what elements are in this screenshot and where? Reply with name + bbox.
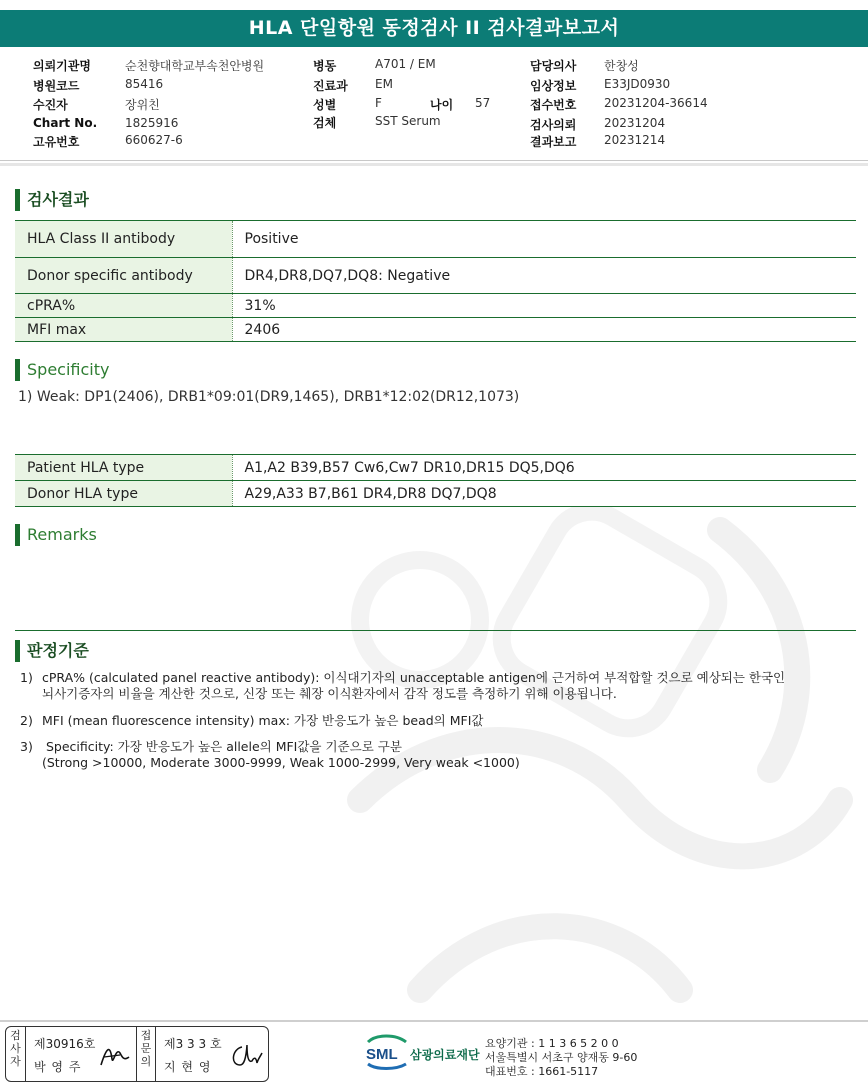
label-result-report: 결과보고 — [530, 135, 577, 149]
criteria-section-title: 판정기준 — [15, 640, 89, 662]
hla-key: Patient HLA type — [15, 455, 232, 481]
table-row — [15, 221, 856, 258]
value-test-request: 20231204 — [604, 116, 666, 130]
table-row — [15, 258, 856, 294]
criteria-text-cont: (Strong >10000, Moderate 3000-9999, Weak 1000-2999, Very weak <1000) — [42, 755, 520, 770]
value-hospital-code: 85416 — [125, 77, 164, 91]
label-physician: 담당의사 — [530, 59, 577, 73]
signature-box — [5, 1026, 269, 1082]
result-key: MFI max — [15, 318, 232, 342]
value-age: 57 — [475, 96, 491, 110]
criteria-text: Specificity: 가장 반응도가 높은 allele의 MFI값을 기준으로 구분 — [42, 739, 402, 754]
label-department: 진료과 — [313, 79, 348, 93]
reviewer-license: 제3 3 3 호 — [164, 1037, 222, 1051]
criteria-item-1 — [20, 670, 785, 702]
hla-value: A1,A2 B39,B57 Cw6,Cw7 DR10,DR15 DQ5,DQ6 — [232, 455, 856, 481]
result-value: 31% — [232, 294, 856, 318]
org-address: 서울특별시 서초구 양재동 9-60 — [485, 1051, 638, 1064]
table-row — [15, 294, 856, 318]
label-receipt-no: 접수번호 — [530, 98, 577, 112]
inspector-name: 박 영 주 — [34, 1060, 82, 1074]
result-key: cPRA% — [15, 294, 232, 318]
result-value: 2406 — [232, 318, 856, 342]
table-row — [15, 318, 856, 342]
hla-value: A29,A33 B7,B61 DR4,DR8 DQ7,DQ8 — [232, 481, 856, 507]
label-test-request: 검사의뢰 — [530, 118, 577, 132]
label-unique-id: 고유번호 — [33, 135, 80, 149]
specificity-section-title: Specificity — [15, 359, 109, 381]
value-department: EM — [375, 77, 393, 91]
label-chart-no: Chart No. — [33, 116, 98, 130]
value-clinical-info: E33JD0930 — [604, 77, 671, 91]
label-sex: 성별 — [313, 98, 337, 112]
criteria-item-2 — [20, 713, 483, 729]
result-key: Donor specific antibody — [15, 258, 232, 294]
label-age: 나이 — [430, 98, 454, 112]
result-value: Positive — [232, 221, 856, 258]
label-specimen: 검체 — [313, 116, 337, 130]
label-ward: 병동 — [313, 59, 337, 73]
patient-info — [0, 55, 868, 155]
results-section-title: 검사결과 — [15, 189, 89, 211]
table-row — [15, 455, 856, 481]
label-requesting-org: 의뢰기관명 — [33, 59, 91, 73]
remarks-section-title: Remarks — [15, 524, 97, 546]
label-hospital-code: 병원코드 — [33, 79, 80, 93]
inspector-signature-icon — [98, 1039, 132, 1071]
org-code: 요양기관 : 1 1 3 6 5 2 0 0 — [485, 1037, 619, 1050]
inspector-label: 검사자 — [6, 1027, 26, 1081]
value-result-report: 20231214 — [604, 133, 666, 147]
remarks-divider — [15, 630, 856, 631]
org-name: 삼광의료재단 — [410, 1048, 480, 1062]
report-title: HLA 단일항원 동정검사 II 검사결과보고서 — [0, 10, 868, 47]
value-ward: A701 / EM — [375, 57, 436, 71]
label-patient: 수진자 — [33, 98, 68, 112]
reviewer-label: 접문의 — [136, 1027, 156, 1081]
header-divider-shadow — [0, 163, 868, 166]
specificity-line: 1) Weak: DP1(2406), DRB1*09:01(DR9,1465), DRB1*12:02(DR12,1073) — [18, 389, 520, 405]
value-specimen: SST Serum — [375, 114, 441, 128]
result-value: DR4,DR8,DQ7,DQ8: Negative — [232, 258, 856, 294]
value-sex: F — [375, 96, 382, 110]
hla-key: Donor HLA type — [15, 481, 232, 507]
label-clinical-info: 임상정보 — [530, 79, 577, 93]
reviewer-signature-icon — [228, 1039, 264, 1071]
criteria-num: 1) — [20, 670, 33, 685]
criteria-num: 2) — [20, 713, 33, 728]
table-row — [15, 481, 856, 507]
org-phone: 대표번호 : 1661-5117 — [485, 1065, 599, 1078]
value-chart-no: 1825916 — [125, 116, 179, 130]
criteria-num: 3) — [20, 739, 33, 754]
header-divider — [0, 160, 868, 161]
results-table — [15, 220, 856, 342]
value-unique-id: 660627-6 — [125, 133, 183, 147]
criteria-text-cont: 뇌사기증자의 비율을 계산한 것으로, 신장 또는 췌장 이식환자에서 감작 정도를 측정하기 위해 이용됩니다. — [42, 686, 617, 701]
value-physician: 한창성 — [604, 59, 639, 73]
criteria-text: MFI (mean fluorescence intensity) max: 가장 반응도가 높은 bead의 MFI값 — [42, 713, 484, 728]
criteria-text: cPRA% (calculated panel reactive antibody): 이식대기자의 unacceptable antigen에 근거하여 부적합할 것으로 예상되는 한국인 — [42, 670, 786, 685]
reviewer-name: 지 현 영 — [164, 1060, 212, 1074]
value-requesting-org: 순천향대학교부속천안병원 — [125, 59, 265, 73]
hla-type-table — [15, 454, 856, 507]
footer-divider — [0, 1020, 868, 1022]
value-patient: 장위친 — [125, 98, 160, 112]
inspector-license: 제30916호 — [34, 1037, 96, 1051]
logo-text: SML — [366, 1046, 398, 1063]
criteria-item-3 — [20, 739, 520, 771]
result-key: HLA Class II antibody — [15, 221, 232, 258]
value-receipt-no: 20231204-36614 — [604, 96, 708, 110]
